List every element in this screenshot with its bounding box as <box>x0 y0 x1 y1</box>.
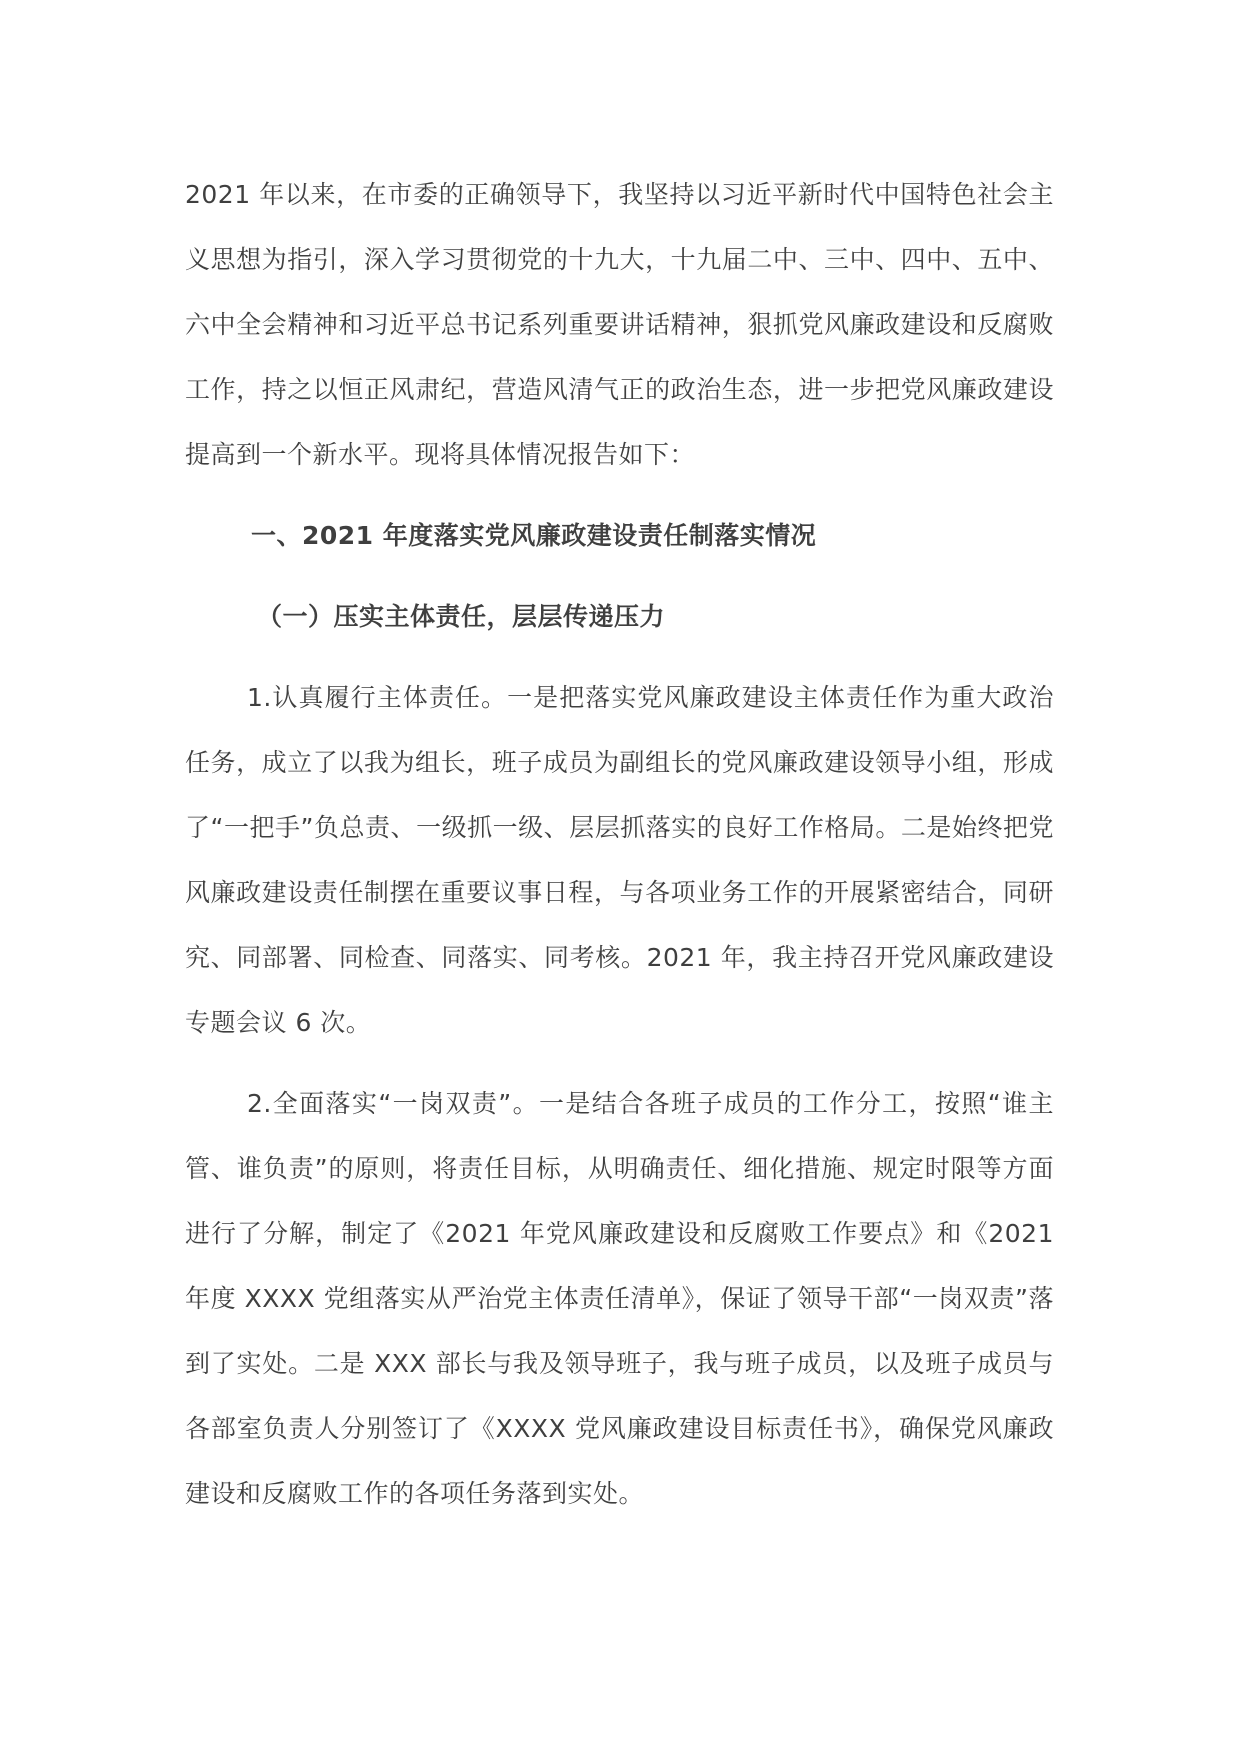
paragraph-item-1: 1.认真履行主体责任。一是把落实党风廉政建设主体责任作为重大政治任务，成立了以我为组长，班子成员为副组长的党风廉政建设领导小组，形成了“一把手”负总责、一级抓一级、层层抓落实的良好工作格局。二是始终把党风廉政建设责任制摆在重要议事日程，与各项业务工作的开展紧密结合，同研究、同部署、同检查、同落实、同考核。2021 年，我主持召开党风廉政建设专题会议 6 次。 <box>185 683 1054 1037</box>
paragraph-item-2: 2.全面落实“一岗双责”。一是结合各班子成员的工作分工，按照“谁主管、谁负责”的原则，将责任目标，从明确责任、细化措施、规定时限等方面进行了分解，制定了《2021 年党风廉政建设和反腐败工作要点》和《2021 年度 XXXX 党组落实从严治党主体责任清单》，保证了领导干部“一岗双责”落到了实处。二是 XXX 部长与我及领导班子，我与班子成员，以及班子成员与各部室负责人分别签订了《XXXX 党风廉政建设目标责任书》，确保党风廉政建设和反腐败工作的各项任务落到实处。 <box>185 1089 1054 1508</box>
paragraph-intro: 2021 年以来，在市委的正确领导下，我坚持以习近平新时代中国特色社会主义思想为指引，深入学习贯彻党的十九大，十九届二中、三中、四中、五中、六中全会精神和习近平总书记系列重要讲话精神，狠抓党风廉政建设和反腐败工作，持之以恒正风肃纪，营造风清气正的政治生态，进一步把党风廉政建设提高到一个新水平。现将具体情况报告如下： <box>185 180 1054 469</box>
section-heading-1: 一、2021 年度落实党风廉政建设责任制落实情况 <box>251 521 817 550</box>
subsection-heading-1: （一）压实主体责任，层层传递压力 <box>257 602 666 631</box>
